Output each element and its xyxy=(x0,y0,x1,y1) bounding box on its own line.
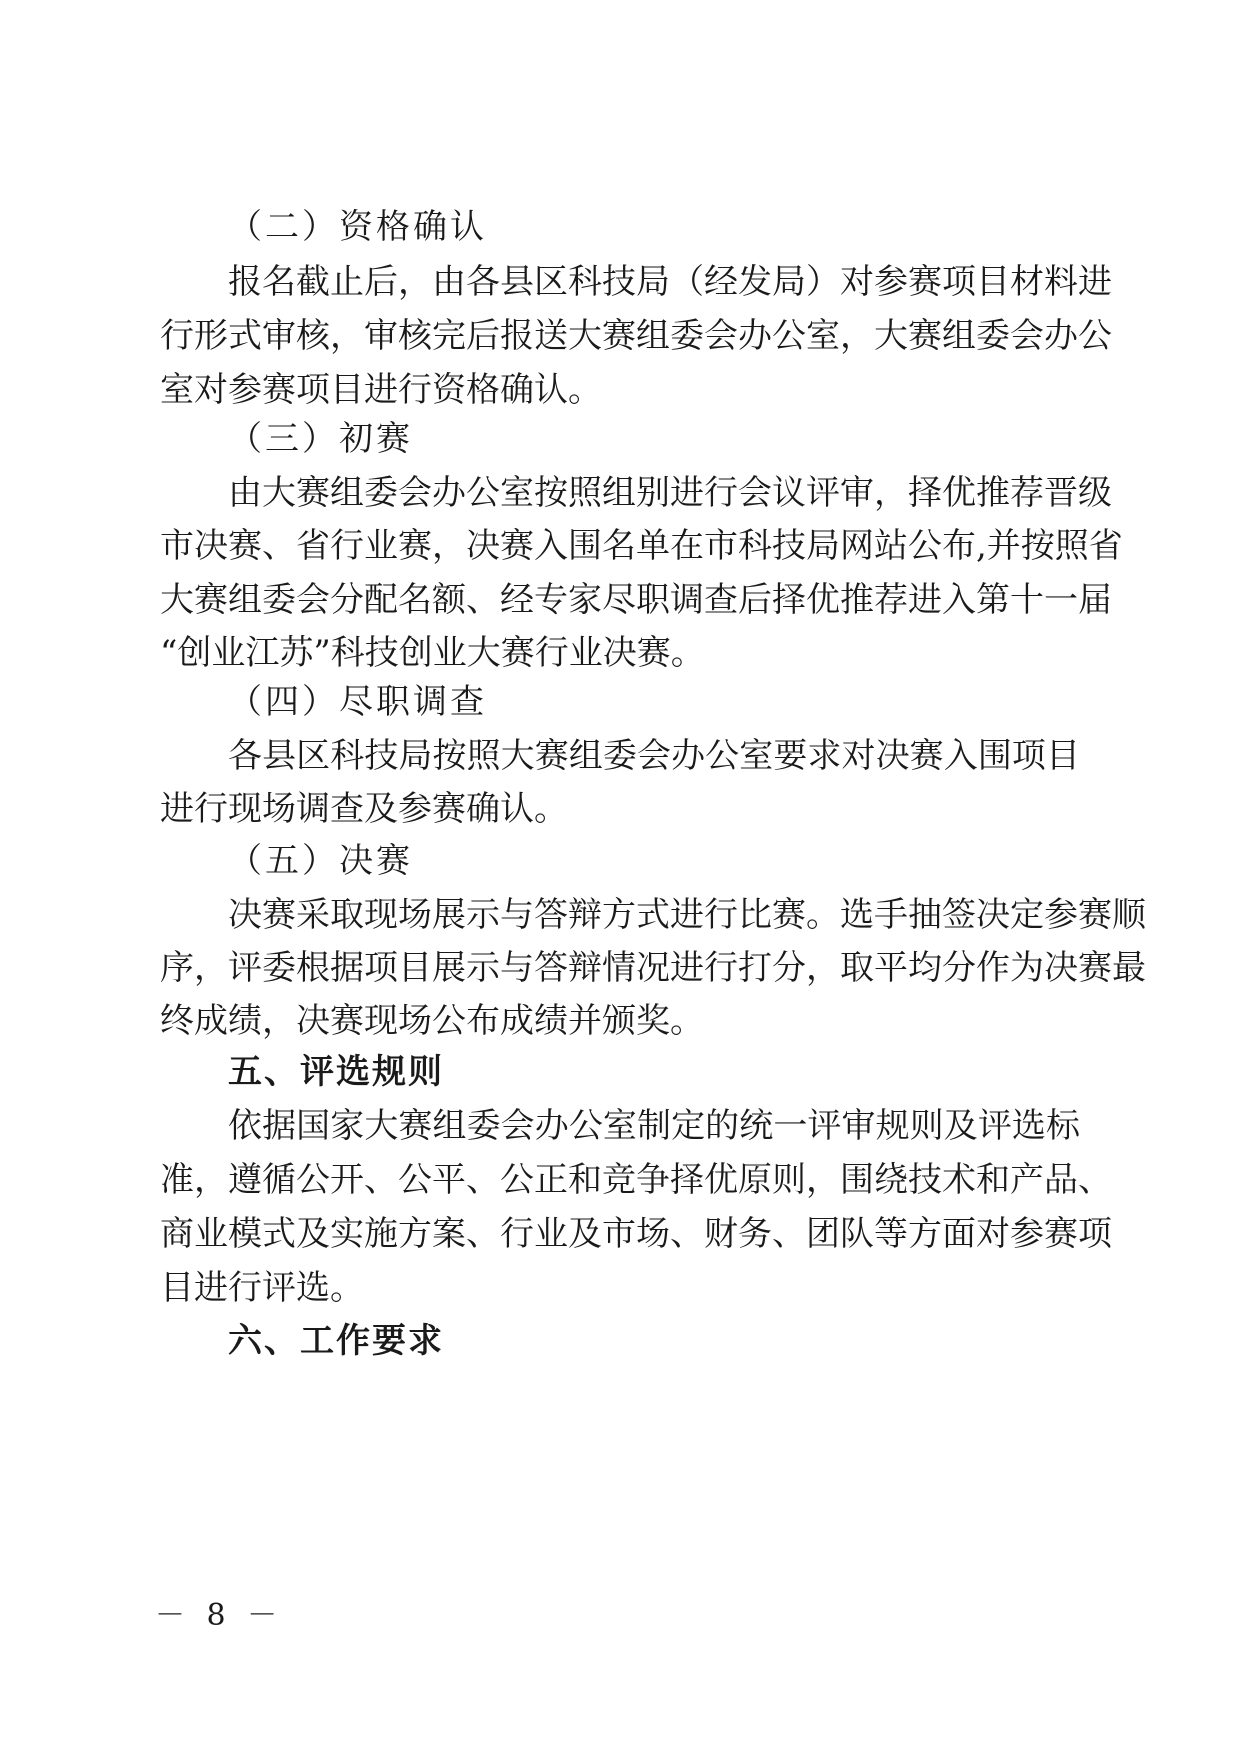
page-number: － 8 － xyxy=(155,1598,284,1633)
part-heading-evaluation-rules: 五、评选规则 xyxy=(228,1052,444,1092)
paragraph-line: 商业模式及实施方案、行业及市场、财务、团队等方面对参赛项 xyxy=(160,1214,1112,1254)
paragraph-line: 序，评委根据项目展示与答辩情况进行打分，取平均分作为决赛最 xyxy=(160,948,1146,988)
paragraph-line: 依据国家大赛组委会办公室制定的统一评审规则及评选标 xyxy=(228,1106,1080,1146)
paragraph-line: 报名截止后，由各县区科技局（经发局）对参赛项目材料进 xyxy=(228,262,1112,302)
section-heading-qualification: （二）资格确认 xyxy=(228,207,487,247)
paragraph-line: “创业江苏”科技创业大赛行业决赛。 xyxy=(160,633,705,673)
paragraph-line: 市决赛、省行业赛，决赛入围名单在市科技局网站公布,并按照省 xyxy=(160,526,1123,566)
paragraph-line: 大赛组委会分配名额、经专家尽职调查后择优推荐进入第十一届 xyxy=(160,580,1112,620)
section-heading-final: （五）决赛 xyxy=(228,841,413,881)
paragraph-line: 准，遵循公开、公平、公正和竞争择优原则，围绕技术和产品、 xyxy=(160,1160,1112,1200)
section-heading-preliminary: （三）初赛 xyxy=(228,419,413,459)
paragraph-line: 各县区科技局按照大赛组委会办公室要求对决赛入围项目 xyxy=(228,736,1080,776)
paragraph-line: 进行现场调查及参赛确认。 xyxy=(160,789,568,829)
part-heading-work-requirements: 六、工作要求 xyxy=(228,1321,444,1361)
section-heading-due-diligence: （四）尽职调查 xyxy=(228,682,487,722)
paragraph-line: 由大赛组委会办公室按照组别进行会议评审，择优推荐晋级 xyxy=(228,473,1112,513)
paragraph-line: 终成绩，决赛现场公布成绩并颁奖。 xyxy=(160,1001,704,1041)
paragraph-line: 室对参赛项目进行资格确认。 xyxy=(160,370,602,410)
paragraph-line: 决赛采取现场展示与答辩方式进行比赛。选手抽签决定参赛顺 xyxy=(228,895,1146,935)
paragraph-line: 目进行评选。 xyxy=(160,1268,364,1308)
paragraph-line: 行形式审核，审核完后报送大赛组委会办公室，大赛组委会办公 xyxy=(160,316,1112,356)
